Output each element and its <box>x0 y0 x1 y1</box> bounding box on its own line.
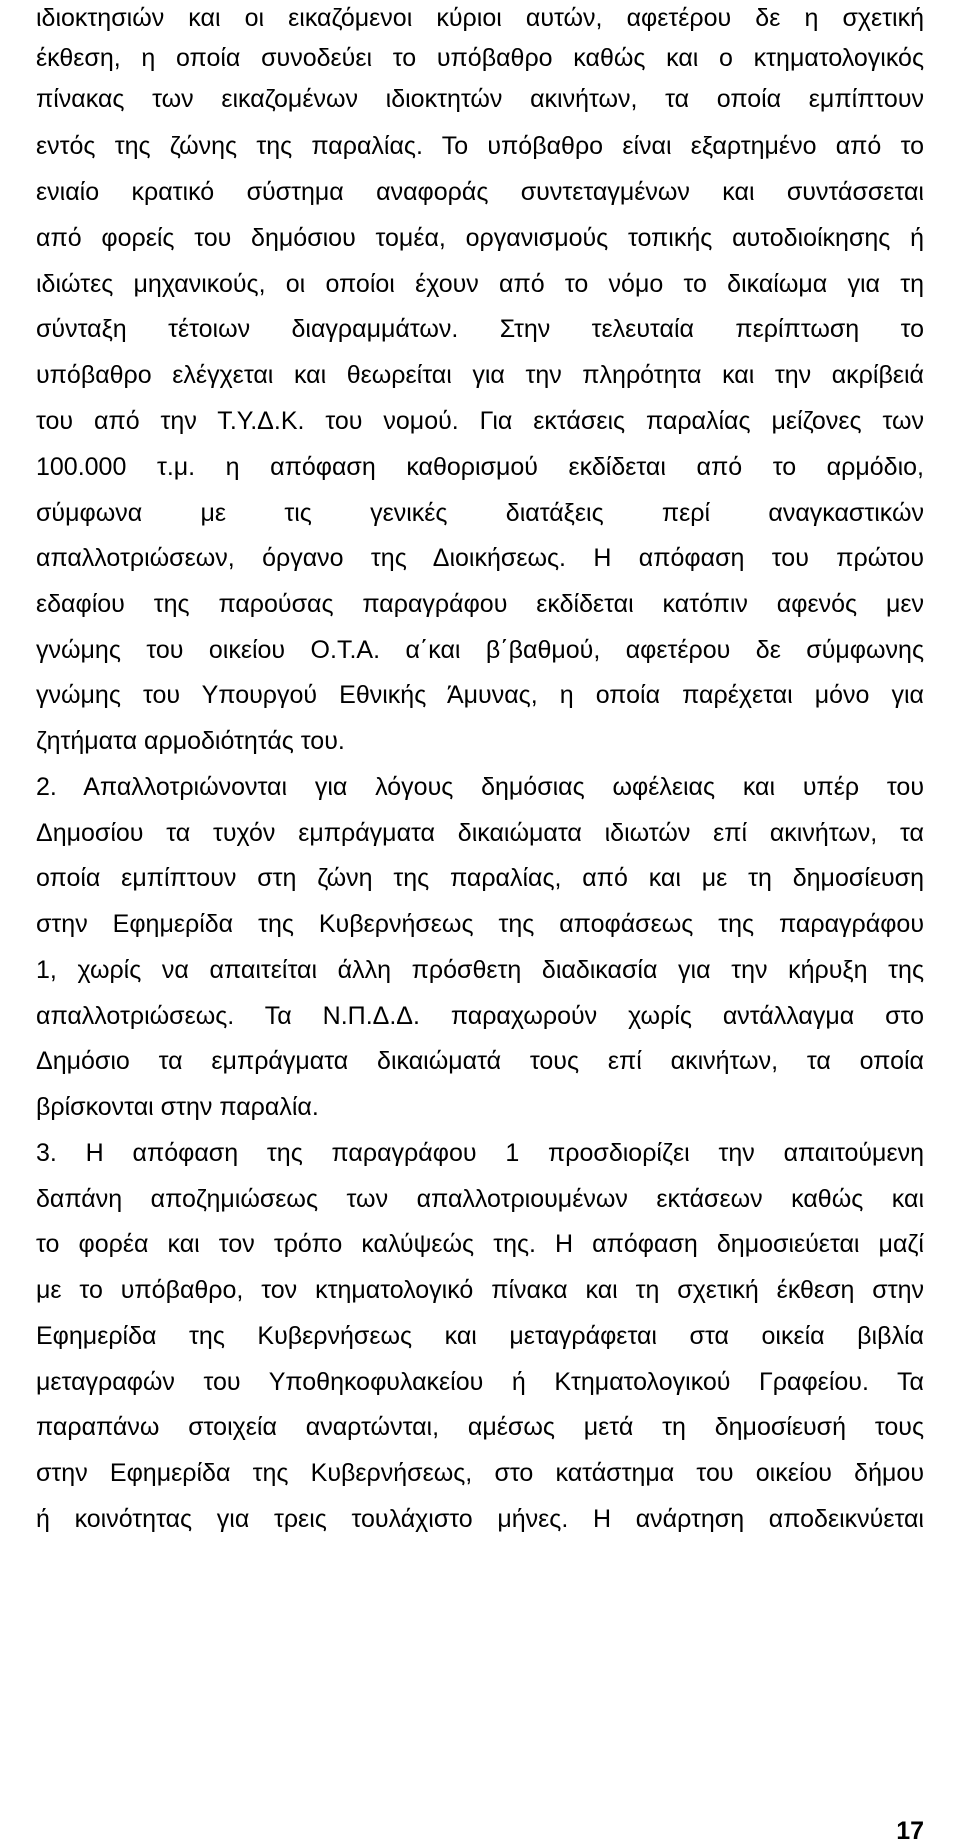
text-line: πίνακας των εικαζομένων ιδιοκτητών ακινήτων, τα οποία εμπίπτουν <box>36 85 924 113</box>
text-line: γνώμης του οικείου Ο.Τ.Α. α΄και β΄βαθμού, αφετέρου δε σύμφωνης <box>36 636 924 664</box>
text-line: στην Εφημερίδα της Κυβερνήσεως, στο κατάστημα του οικείου δήμου <box>36 1459 924 1487</box>
text-line: με το υπόβαθρο, τον κτηματολογικό πίνακα και τη σχετική έκθεση στην <box>36 1276 924 1304</box>
text-line: βρίσκονται στην παραλία. <box>36 1093 319 1121</box>
text-line: παραπάνω στοιχεία αναρτώνται, αμέσως μετά τη δημοσίευσή τους <box>36 1413 924 1441</box>
text-line: εντός της ζώνης της παραλίας. Το υπόβαθρο είναι εξαρτημένο από το <box>36 132 924 160</box>
text-line: ιδιώτες μηχανικούς, οι οποίοι έχουν από το νόμο το δικαίωμα για τη <box>36 270 924 298</box>
text-line: Δημοσίου τα τυχόν εμπράγματα δικαιώματα ιδιωτών επί ακινήτων, τα <box>36 819 924 847</box>
page-number: 17 <box>896 1817 924 1845</box>
text-line: ή κοινότητας για τρεις τουλάχιστο μήνες. Η ανάρτηση αποδεικνύεται <box>36 1505 924 1533</box>
text-line: ενιαίο κρατικό σύστημα αναφοράς συντεταγμένων και συντάσσεται <box>36 178 924 206</box>
text-line: 100.000 τ.μ. η απόφαση καθορισμού εκδίδεται από το αρμόδιο, <box>36 453 924 481</box>
text-line: στην Εφημερίδα της Κυβερνήσεως της αποφάσεως της παραγράφου <box>36 910 924 938</box>
text-line: ιδιοκτησιών και οι εικαζόμενοι κύριοι αυτών, αφετέρου δε η σχετική <box>36 4 924 32</box>
text-line: οποία εμπίπτουν στη ζώνη της παραλίας, από και με τη δημοσίευση <box>36 864 924 892</box>
text-line: 2. Απαλλοτριώνονται για λόγους δημόσιας ωφέλειας και υπέρ του <box>36 773 924 801</box>
text-line: απαλλοτριώσεων, όργανο της Διοικήσεως. Η απόφαση του πρώτου <box>36 544 924 572</box>
text-line: γνώμης του Υπουργού Εθνικής Άμυνας, η οποία παρέχεται μόνο για <box>36 681 924 709</box>
text-line: Εφημερίδα της Κυβερνήσεως και μεταγράφεται στα οικεία βιβλία <box>36 1322 924 1350</box>
text-line: του από την Τ.Υ.Δ.Κ. του νομού. Για εκτάσεις παραλίας μείζονες των <box>36 407 924 435</box>
text-line: απαλλοτριώσεως. Τα Ν.Π.Δ.Δ. παραχωρούν χωρίς αντάλλαγμα στο <box>36 1002 924 1030</box>
text-line: σύμφωνα με τις γενικές διατάξεις περί αναγκαστικών <box>36 499 924 527</box>
text-line: το φορέα και τον τρόπο καλύψεώς της. Η απόφαση δημοσιεύεται μαζί <box>36 1230 924 1258</box>
text-line: σύνταξη τέτοιων διαγραμμάτων. Στην τελευταία περίπτωση το <box>36 315 924 343</box>
text-line: 1, χωρίς να απαιτείται άλλη πρόσθετη διαδικασία για την κήρυξη της <box>36 956 924 984</box>
text-line: 3. Η απόφαση της παραγράφου 1 προσδιορίζει την απαιτούμενη <box>36 1139 924 1167</box>
text-line: από φορείς του δημόσιου τομέα, οργανισμούς τοπικής αυτοδιοίκησης ή <box>36 224 924 252</box>
text-line: υπόβαθρο ελέγχεται και θεωρείται για την πληρότητα και την ακρίβειά <box>36 361 924 389</box>
text-line: εδαφίου της παρούσας παραγράφου εκδίδεται κατόπιν αφενός μεν <box>36 590 924 618</box>
text-line: Δημόσιο τα εμπράγματα δικαιώματά τους επί ακινήτων, τα οποία <box>36 1047 924 1075</box>
text-line: μεταγραφών του Υποθηκοφυλακείου ή Κτηματολογικού Γραφείου. Τα <box>36 1368 924 1396</box>
text-line: ζητήματα αρμοδιότητάς του. <box>36 727 345 755</box>
text-line: δαπάνη αποζημιώσεως των απαλλοτριουμένων εκτάσεων καθώς και <box>36 1185 924 1213</box>
text-line: έκθεση, η οποία συνοδεύει το υπόβαθρο καθώς και ο κτηματολογικός <box>36 44 924 72</box>
